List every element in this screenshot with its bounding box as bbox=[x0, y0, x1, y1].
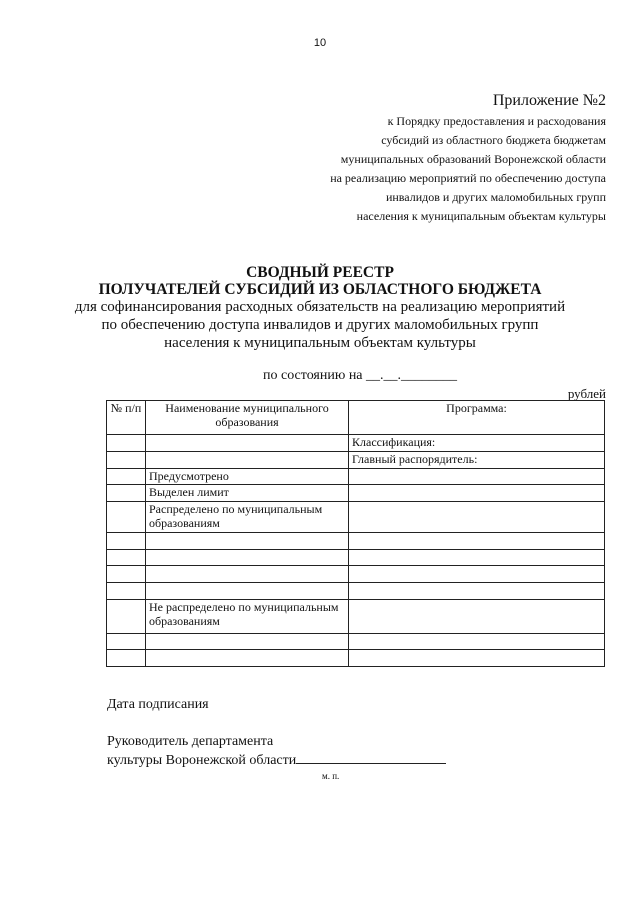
title-line-2: ПОЛУЧАТЕЛЕЙ СУБСИДИЙ ИЗ ОБЛАСТНОГО БЮДЖЕТА bbox=[98, 281, 542, 298]
limit-label: Выделен лимит bbox=[146, 485, 349, 502]
appendix-line: населения к муниципальным объектам культуры bbox=[356, 209, 606, 223]
subtitle-line-1: для софинансирования расходных обязательств на реализацию мероприятий bbox=[74, 299, 566, 315]
table-row bbox=[107, 435, 605, 452]
appendix-line: на реализацию мероприятий по обеспечению доступа bbox=[330, 171, 606, 185]
header-number: № п/п bbox=[107, 401, 146, 435]
appendix-line: инвалидов и других маломобильных групп bbox=[385, 190, 606, 204]
table-row bbox=[107, 452, 605, 469]
subtitle-line-3: населения к муниципальным объектам культуры bbox=[164, 335, 476, 351]
table-row bbox=[107, 634, 605, 650]
subtitle-line-2: по обеспечению доступа инвалидов и других маломобильных групп bbox=[101, 317, 539, 333]
header-program: Программа: bbox=[349, 401, 605, 435]
stamp-place: м. п. bbox=[322, 771, 340, 781]
table-row bbox=[107, 583, 605, 600]
registry-table bbox=[106, 400, 605, 667]
table-row bbox=[107, 600, 605, 634]
appendix-block bbox=[330, 90, 606, 226]
distributed-label: Распределено по муниципальным образованиям bbox=[146, 502, 349, 533]
signing-date-label: Дата подписания bbox=[107, 697, 209, 712]
table-header-row bbox=[107, 401, 605, 435]
title-line-1: СВОДНЫЙ РЕЕСТР bbox=[246, 264, 394, 281]
appendix-line: муниципальных образований Воронежской области bbox=[340, 152, 606, 166]
appendix-title: Приложение №2 bbox=[492, 92, 606, 109]
appendix-line: субсидий из областного бюджета бюджетам bbox=[381, 133, 606, 147]
header-municipality: Наименование муниципального образования bbox=[146, 401, 349, 435]
units-label: рублей bbox=[567, 386, 606, 401]
table-row bbox=[107, 533, 605, 550]
table-row bbox=[107, 650, 605, 667]
head-title-text: культуры Воронежской области bbox=[107, 753, 297, 768]
table-row bbox=[107, 485, 605, 502]
table-row bbox=[107, 502, 605, 533]
table-row bbox=[107, 550, 605, 566]
document-title bbox=[60, 264, 580, 352]
as-of-date: по состоянию на __.__.________ bbox=[263, 368, 458, 383]
classification-label: Классификация: bbox=[349, 435, 605, 452]
appendix-line: к Порядку предоставления и расходования bbox=[387, 114, 606, 128]
head-title-line-1: Руководитель департамента bbox=[107, 734, 274, 749]
not-distributed-label: Не распределено по муниципальным образованиям bbox=[146, 600, 349, 634]
table-row bbox=[107, 469, 605, 485]
page-number: 10 bbox=[313, 37, 327, 49]
provided-label: Предусмотрено bbox=[146, 469, 349, 485]
signature-line bbox=[296, 752, 446, 764]
head-title-line-2 bbox=[107, 752, 446, 769]
chief-manager-label: Главный распорядитель: bbox=[349, 452, 605, 469]
table-row bbox=[107, 566, 605, 583]
